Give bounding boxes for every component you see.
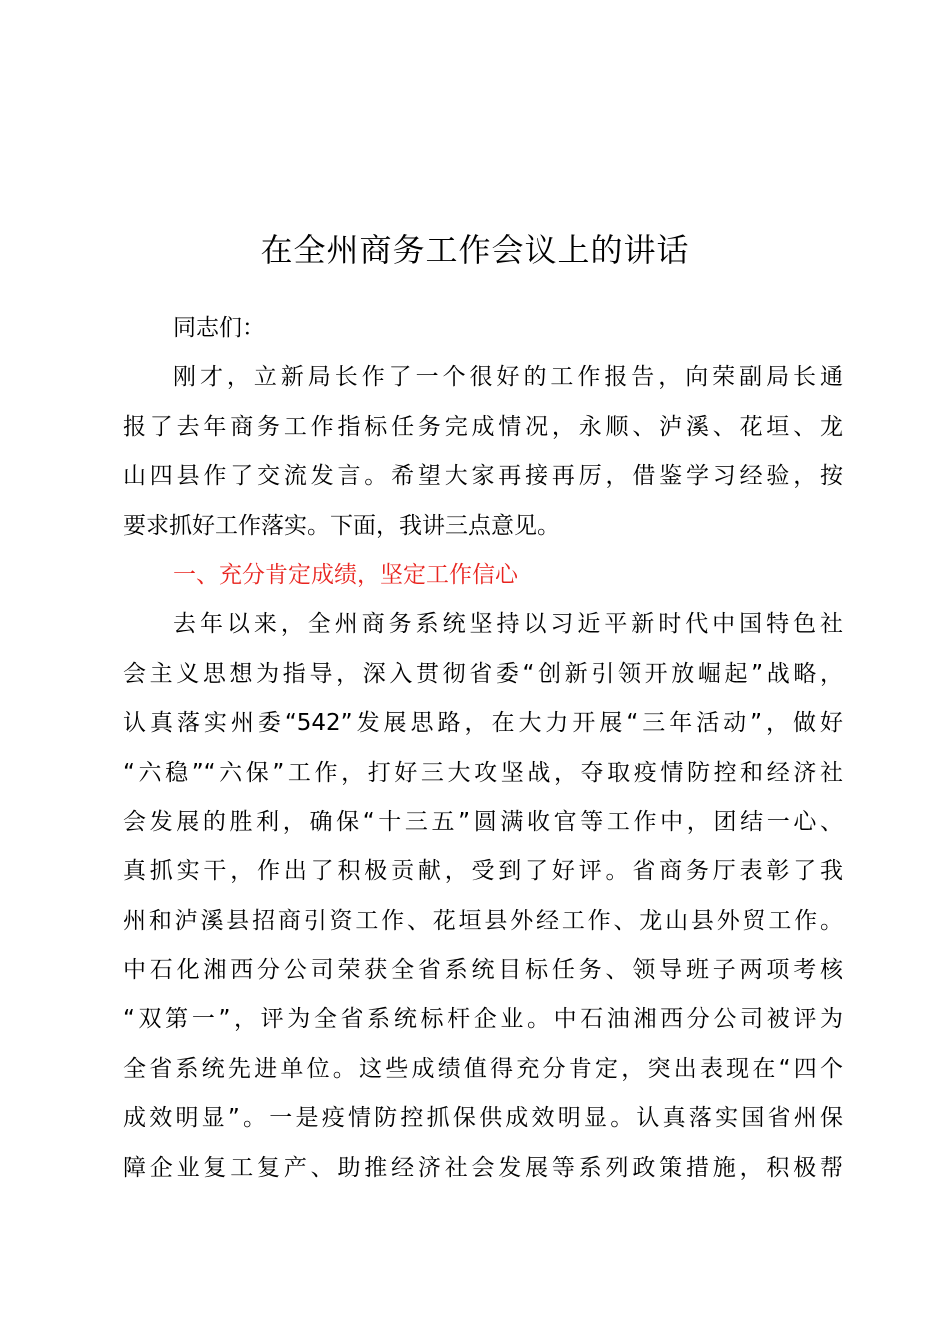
paragraph-line: 要求抓好工作落实。下面，我讲三点意见。	[123, 512, 560, 539]
paragraph-line: 会主义思想为指导，深入贯彻省委“创新引领开放崛起”战略，	[123, 660, 843, 687]
paragraph-line: 成效明显”。一是疫情防控抓保供成效明显。认真落实国省州保	[123, 1105, 843, 1132]
section-heading: 一、充分肯定成绩，坚定工作信心	[173, 561, 518, 588]
paragraph-line: 中石化湘西分公司荣获全省系统目标任务、领导班子两项考核	[123, 957, 843, 984]
paragraph-line: 障企业复工复产、助推经济社会发展等系列政策措施，积极帮	[123, 1154, 843, 1181]
paragraph-line: 刚才，立新局长作了一个很好的工作报告，向荣副局长通	[173, 364, 843, 391]
document-body	[123, 304, 843, 1193]
paragraph-line: 认真落实州委“542”发展思路，在大力开展“三年活动”，做好	[123, 710, 843, 737]
paragraph-line: “六稳”“六保”工作，打好三大攻坚战，夺取疫情防控和经济社	[123, 759, 843, 786]
paragraph-line: 山四县作了交流发言。希望大家再接再厉，借鉴学习经验，按	[123, 463, 843, 490]
paragraph-line: 真抓实干，作出了积极贡献，受到了好评。省商务厅表彰了我	[123, 858, 843, 885]
paragraph-line: 去年以来，全州商务系统坚持以习近平新时代中国特色社	[173, 611, 843, 638]
paragraph-line: 报了去年商务工作指标任务完成情况，永顺、泸溪、花垣、龙	[123, 413, 843, 440]
document-title: 在全州商务工作会议上的讲话	[260, 231, 690, 269]
salutation: 同志们：	[173, 315, 265, 341]
paragraph-line: 州和泸溪县招商引资工作、花垣县外经工作、龙山县外贸工作。	[123, 907, 843, 934]
paragraph-line: 全省系统先进单位。这些成绩值得充分肯定，突出表现在“四个	[123, 1055, 843, 1082]
paragraph-line: “双第一”，评为全省系统标杆企业。中石油湘西分公司被评为	[123, 1006, 843, 1033]
paragraph-line: 会发展的胜利，确保“十三五”圆满收官等工作中，团结一心、	[123, 808, 843, 835]
